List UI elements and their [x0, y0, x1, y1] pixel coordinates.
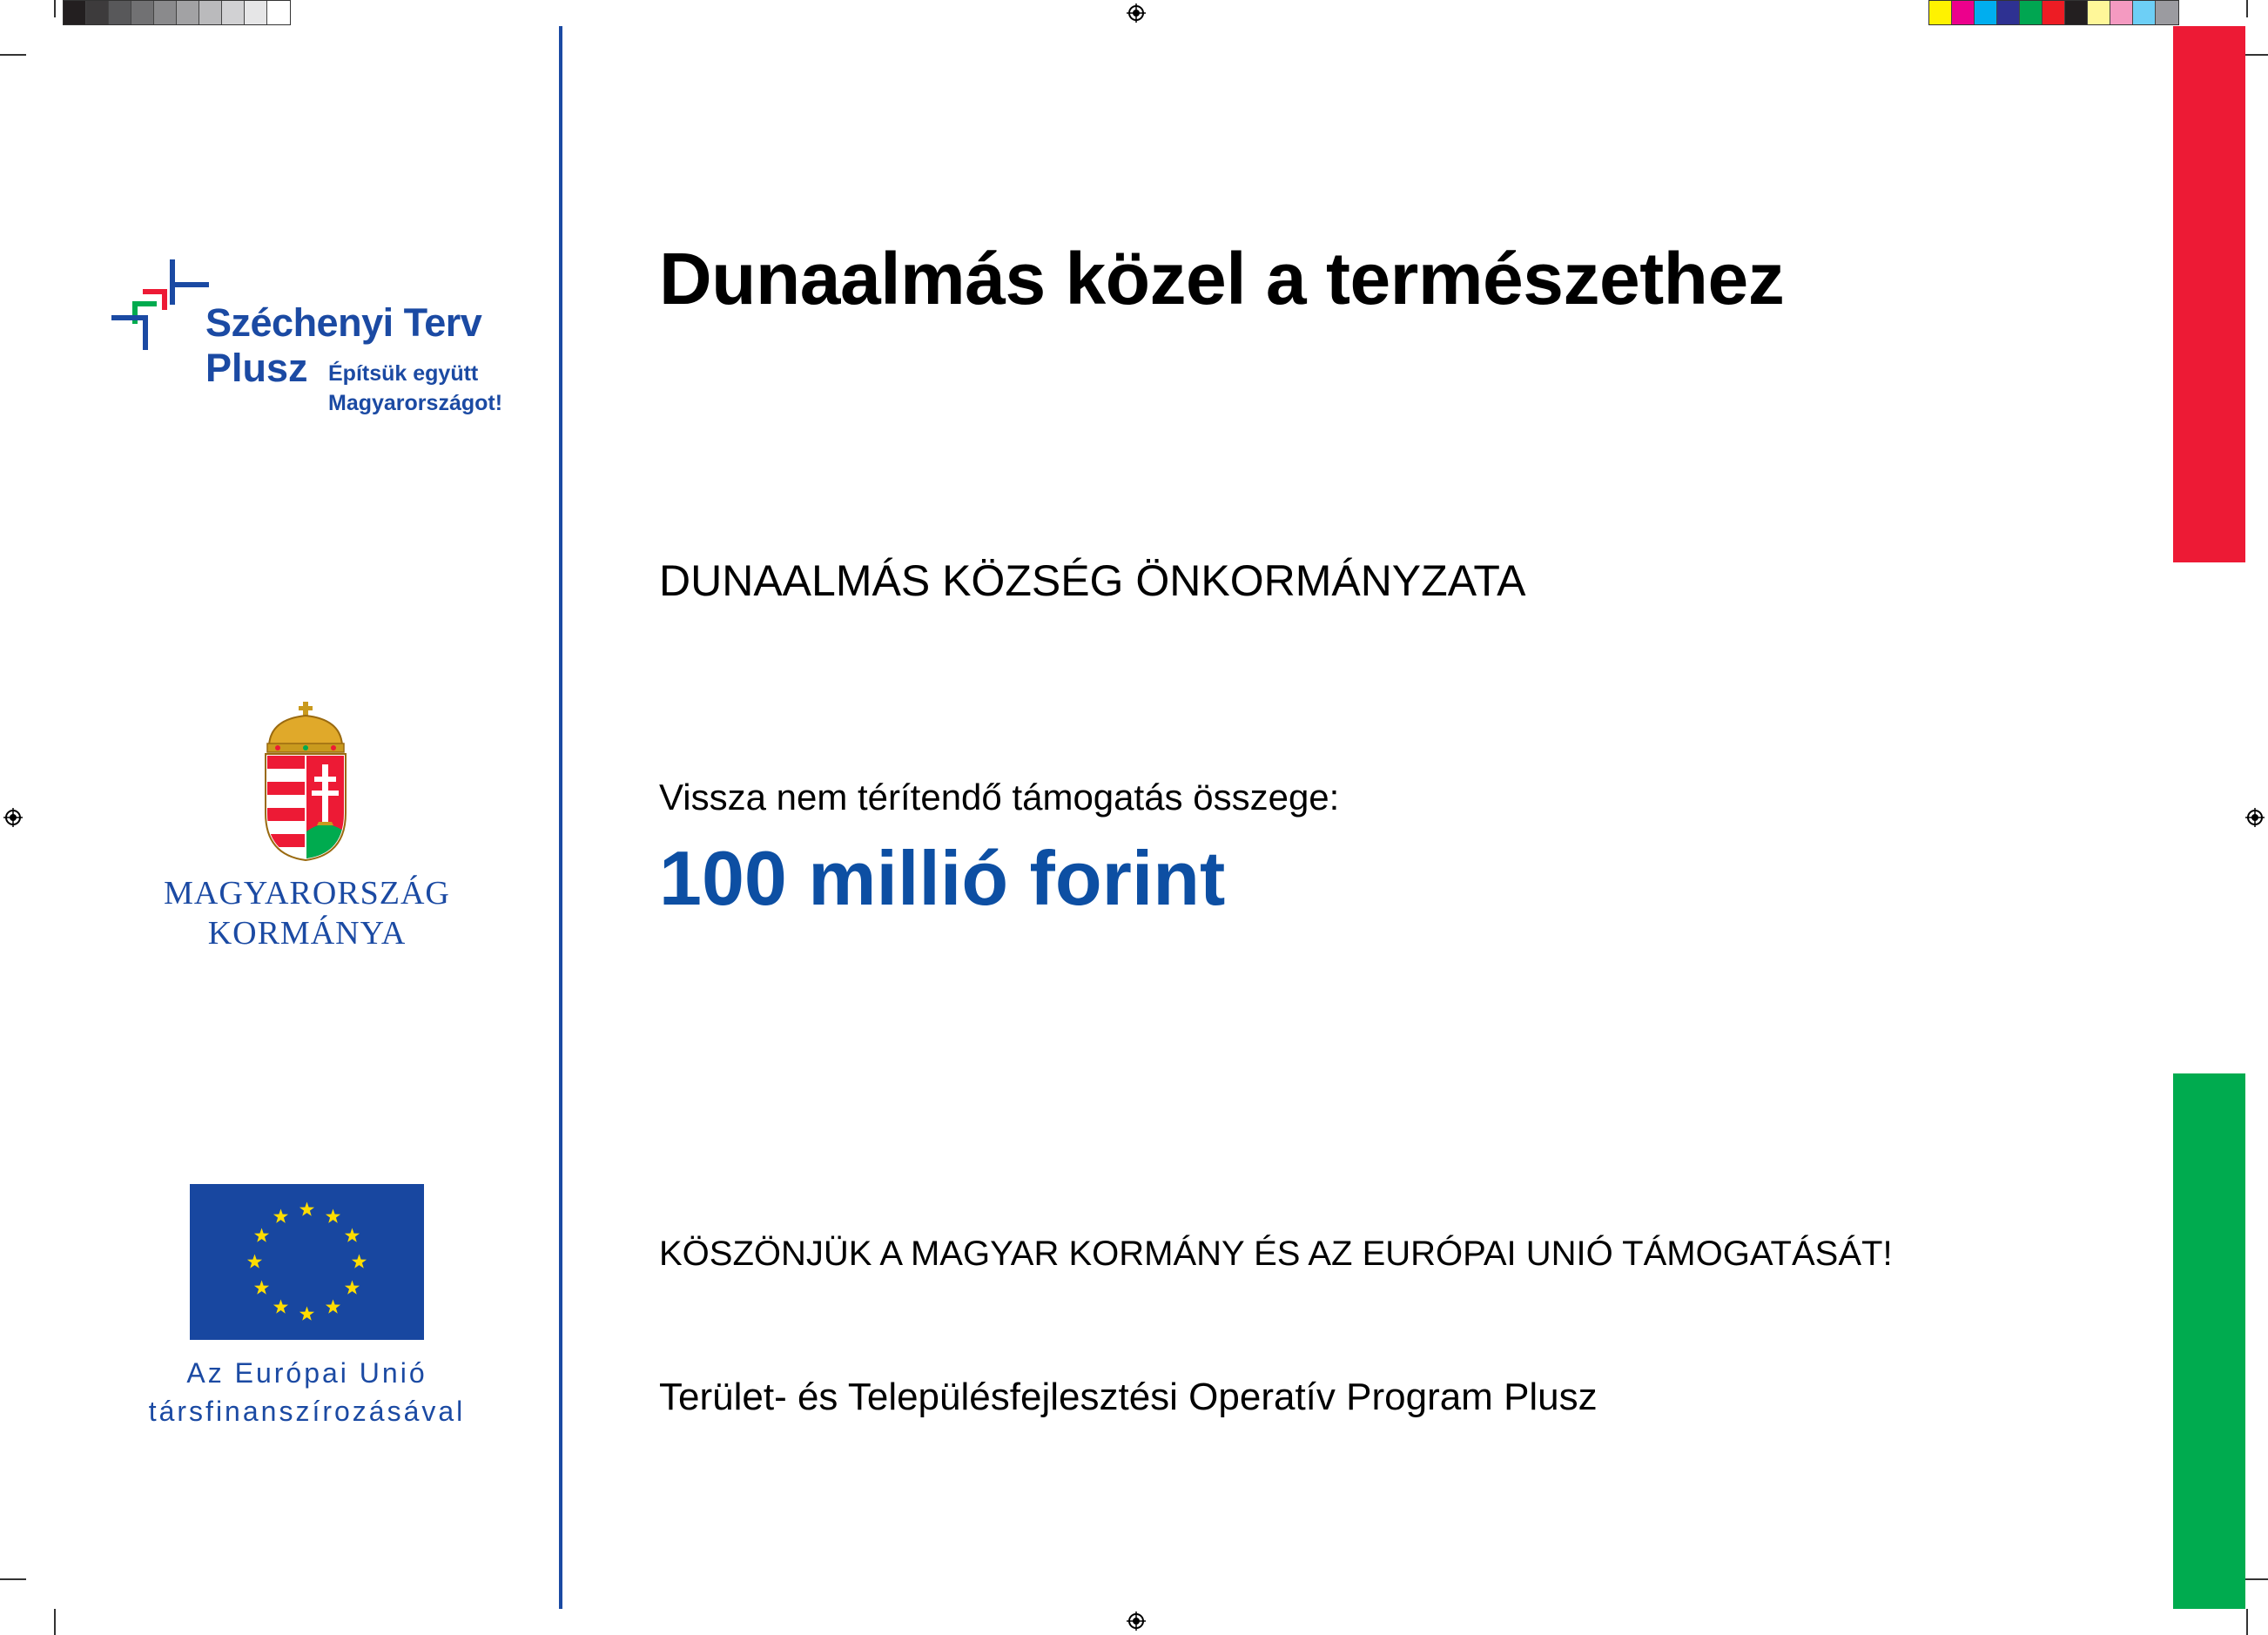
slogan-line-2: Magyarországot! [328, 391, 503, 415]
slogan-line-1: Építsük együtt [328, 361, 479, 386]
crop-mark [2242, 54, 2268, 56]
szechenyi-logo-name: Széchenyi Terv [205, 300, 482, 345]
eu-star-icon [326, 1209, 340, 1223]
eu-star-icon [254, 1281, 269, 1295]
gray-swatch-bar [63, 0, 291, 25]
flag-red-band [2173, 26, 2245, 562]
szechenyi-logo-slogan [328, 359, 502, 418]
crop-mark [0, 54, 26, 56]
color-swatch [1952, 1, 1975, 24]
government-logo-text [131, 873, 483, 953]
eu-star-icon [345, 1228, 360, 1242]
color-swatch [267, 1, 290, 24]
registration-mark-icon [1127, 3, 1146, 23]
coat-of-arms-icon [262, 702, 349, 862]
eu-star-icon [299, 1307, 314, 1321]
vertical-divider [559, 26, 562, 1609]
eu-star-icon [352, 1255, 367, 1268]
color-swatch [177, 1, 199, 24]
eu-star-icon [299, 1202, 314, 1216]
grant-label: Vissza nem térítendő támogatás összege: [659, 777, 1340, 818]
color-swatch [64, 1, 86, 24]
color-swatch [1997, 1, 2020, 24]
color-swatch [154, 1, 177, 24]
crop-mark [2242, 1578, 2268, 1580]
color-swatch [199, 1, 222, 24]
crop-mark [2246, 0, 2248, 17]
color-swatch [2133, 1, 2156, 24]
color-swatch [1929, 1, 1952, 24]
government-line-2: KORMÁNYA [207, 915, 407, 952]
color-swatch [2065, 1, 2088, 24]
eu-star-icon [247, 1255, 262, 1268]
eu-star-icon [254, 1228, 269, 1242]
grant-amount: 100 millió forint [659, 835, 1226, 921]
szechenyi-cross-icon [111, 259, 209, 353]
eu-star-icon [273, 1299, 288, 1313]
eu-line-1: Az Európai Unió [186, 1357, 427, 1389]
thanks-statement: KÖSZÖNJÜK A MAGYAR KORMÁNY ÉS AZ EURÓPAI UNIÓ TÁMOGATÁSÁT! [659, 1235, 1893, 1273]
color-swatch [131, 1, 154, 24]
color-swatch [109, 1, 131, 24]
eu-star-icon [273, 1209, 288, 1223]
eu-logo-text [104, 1354, 509, 1430]
szechenyi-logo-plus: Plusz [205, 346, 308, 390]
color-swatch [2043, 1, 2065, 24]
project-title: Dunaalmás közel a természethez [659, 238, 1785, 320]
color-swatch [2088, 1, 2110, 24]
eu-line-2: társfinanszírozásával [148, 1396, 466, 1427]
registration-mark-icon [2245, 808, 2265, 827]
flag-green-band [2173, 1073, 2245, 1609]
beneficiary-name: DUNAALMÁS KÖZSÉG ÖNKORMÁNYZATA [659, 556, 1526, 605]
eu-flag-icon [190, 1184, 424, 1340]
eu-star-icon [345, 1281, 360, 1295]
color-swatch [1975, 1, 1997, 24]
crop-mark [54, 1609, 56, 1635]
color-swatch-bar [1928, 0, 2179, 25]
registration-mark-icon [3, 808, 23, 827]
government-line-1: MAGYARORSZÁG [164, 875, 450, 912]
crop-mark [0, 1578, 26, 1580]
program-name: Terület- és Településfejlesztési Operatív Program Plusz [659, 1376, 1598, 1418]
color-swatch [2110, 1, 2133, 24]
color-swatch [86, 1, 109, 24]
color-swatch [245, 1, 267, 24]
registration-mark-icon [1127, 1611, 1146, 1631]
crop-mark [54, 0, 56, 17]
color-swatch [222, 1, 245, 24]
eu-stars-icon [190, 1184, 424, 1340]
color-swatch [2020, 1, 2043, 24]
eu-star-icon [326, 1299, 340, 1313]
crop-mark [2246, 1609, 2248, 1635]
color-swatch [2156, 1, 2178, 24]
